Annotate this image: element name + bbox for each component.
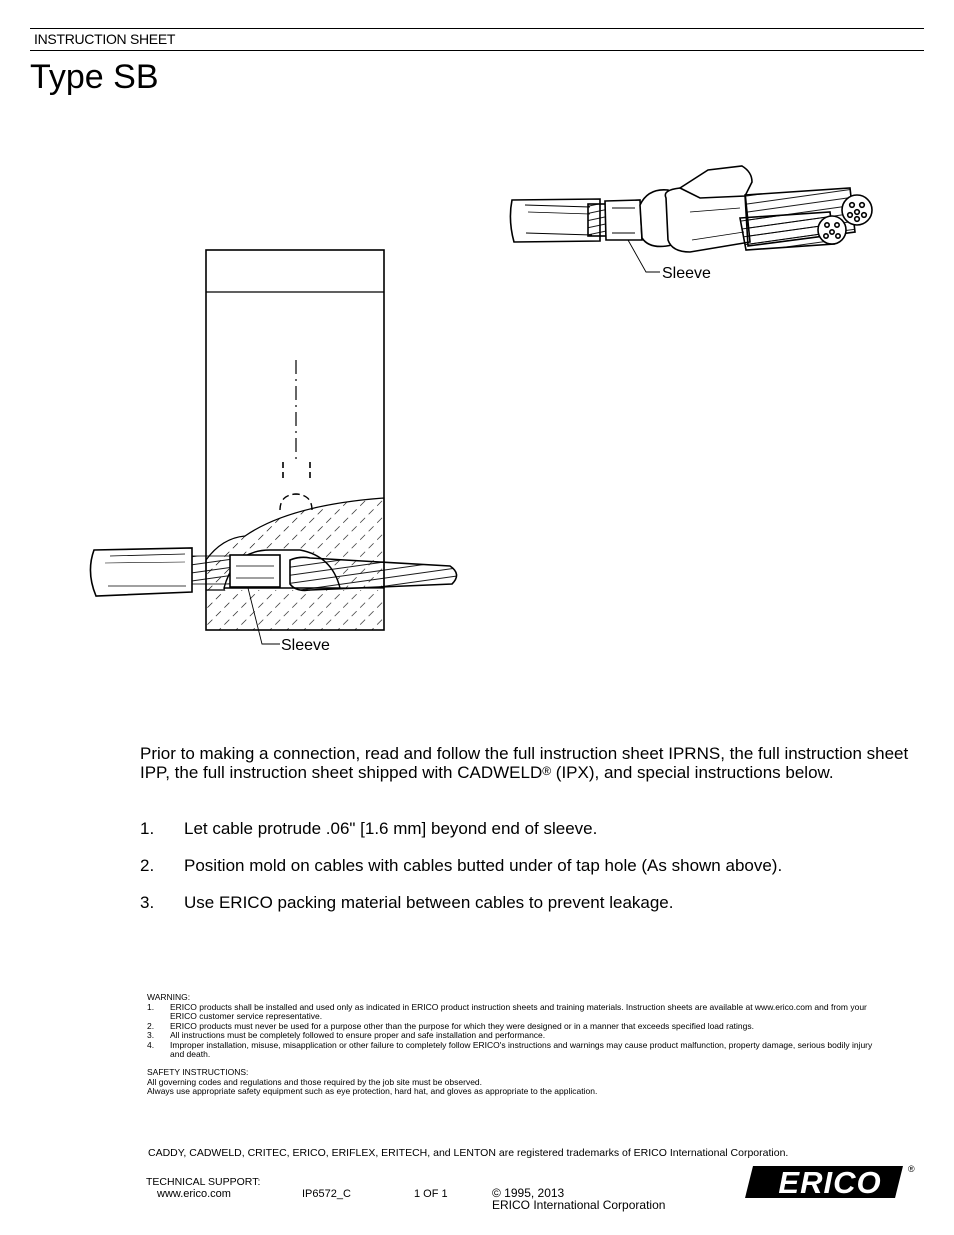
step-number: 2. xyxy=(140,856,155,875)
warning-item xyxy=(147,1003,887,1022)
trademark-notice: CADDY, CADWELD, CRITEC, ERICO, ERIFLEX, ERITECH, and LENTON are registered trademarks of ERICO International Corporation. xyxy=(148,1147,789,1159)
warning-item-text: All instructions must be completely followed to ensure proper and safe installation and performance. xyxy=(170,1030,546,1040)
document-number: IP6572_C xyxy=(302,1188,351,1200)
support-label: TECHNICAL SUPPORT: xyxy=(146,1176,261,1188)
support-link[interactable]: www.erico.com xyxy=(157,1188,231,1200)
warning-item-number: 4. xyxy=(147,1039,155,1050)
mold-section-drawing xyxy=(90,250,456,644)
safety-line: Always use appropriate safety equipment such as eye protection, hard hat, and gloves as appropriate to the application. xyxy=(147,1086,598,1096)
page-indicator: 1 OF 1 xyxy=(414,1188,448,1200)
isometric-sleeve-drawing xyxy=(510,166,872,272)
sleeve xyxy=(605,200,642,240)
insulated-cable xyxy=(510,199,600,242)
step-number: 3. xyxy=(140,893,155,912)
sheet-label: INSTRUCTION SHEET xyxy=(34,31,176,47)
intro-text-after: (IPX), and special instructions below. xyxy=(551,762,834,782)
step-text: Position mold on cables with cables butted under of tap hole (As shown above). xyxy=(184,856,783,875)
warning-heading: WARNING: xyxy=(147,992,191,1002)
safety-heading: SAFETY INSTRUCTIONS: xyxy=(147,1067,249,1077)
warning-item-number: 1. xyxy=(147,1001,155,1012)
warning-item-text: Improper installation, misuse, misapplication or other failure to completely follow ERICO's instructions and warnings may cause product malfunction, property damage, serious bodily injury and death. xyxy=(170,1039,873,1059)
safety-block xyxy=(147,1068,887,1097)
warning-item-text: ERICO products must never be used for a purpose other than the purpose for which they were designed or in a manner that exceeds specified load ratings. xyxy=(170,1020,754,1031)
logo-wordmark: ERICO xyxy=(778,1165,882,1200)
warning-item xyxy=(147,1041,887,1060)
warning-block xyxy=(147,993,887,1060)
side-sleeve-label: Sleeve xyxy=(281,637,330,654)
intro-paragraph xyxy=(140,745,920,782)
erico-logo-image xyxy=(744,1162,916,1206)
page-title: Type SB xyxy=(30,58,159,96)
erico-logo xyxy=(744,1162,916,1211)
warning-list xyxy=(147,1003,887,1060)
logo-registered-mark: ® xyxy=(908,1164,915,1174)
warning-item-number: 2. xyxy=(147,1020,155,1031)
warning-item-number: 3. xyxy=(147,1030,155,1040)
step-text: Use ERICO packing material between cables to prevent leakage. xyxy=(184,893,674,912)
step-text: Let cable protrude .06" [1.6 mm] beyond end of sleeve. xyxy=(184,819,598,838)
step-number: 1. xyxy=(140,819,155,838)
registered-mark: ® xyxy=(542,763,552,778)
top-sleeve-label: Sleeve xyxy=(662,265,711,282)
warning-item-text: ERICO products shall be installed and used only as indicated in ERICO product instruction sheets and training materials. Instruction sheets are available at www.erico.com and from your ERICO customer service representative. xyxy=(170,1001,867,1021)
intro-text-before: Prior to making a connection, read and follow the full instruction sheet IPRNS, the full instruction sheet IPP, the full instruction sheet shipped with CADWELD xyxy=(140,744,909,782)
safety-line: All governing codes and regulations and those required by the job site must be observed. xyxy=(147,1076,483,1087)
copyright: © 1995, 2013 xyxy=(492,1186,565,1200)
company-name: ERICO International Corporation xyxy=(492,1198,666,1212)
